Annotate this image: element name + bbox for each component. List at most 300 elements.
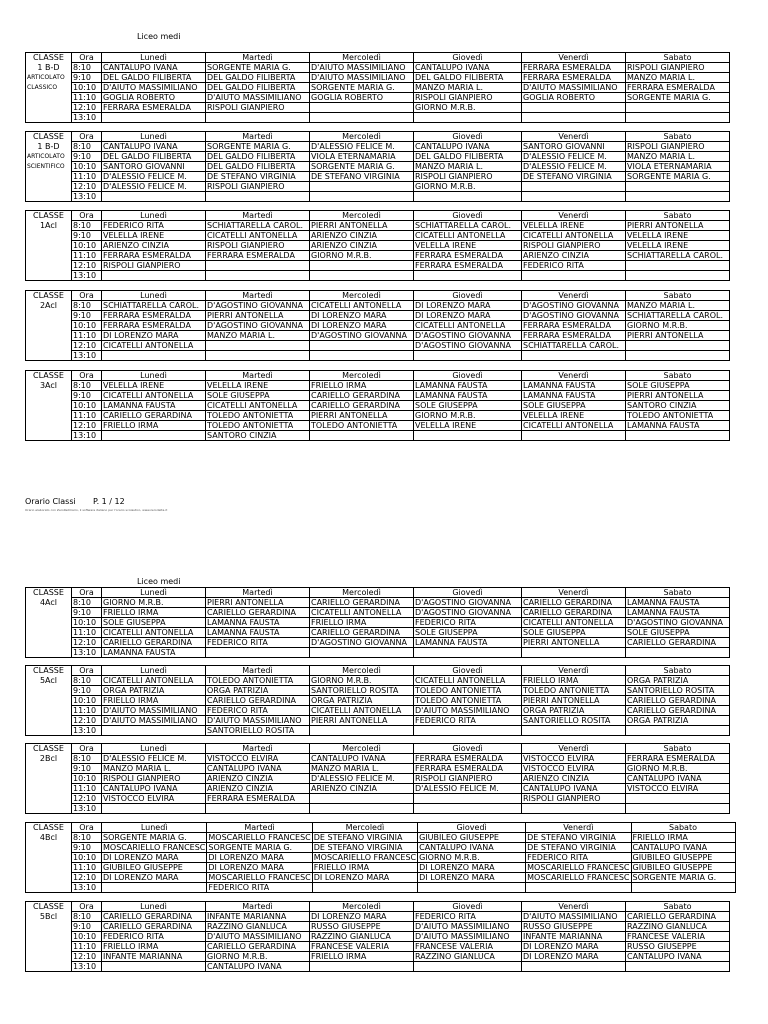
teacher-cell: CICATELLI ANTONELLA <box>206 231 310 241</box>
column-header: Venerdì <box>522 291 626 301</box>
hour-cell: 9:10 <box>72 843 102 853</box>
timetable-0 <box>25 52 730 123</box>
teacher-cell <box>626 804 730 814</box>
hour-cell: 11:10 <box>72 784 102 794</box>
teacher-cell: SCHIATTARELLA CAROL. <box>206 221 310 231</box>
column-header: Mercoledì <box>310 211 414 221</box>
teacher-cell: CANTALUPO IVANA <box>310 754 414 764</box>
teacher-cell: CARIELLO GERARDINA <box>206 608 310 618</box>
footer-note: Orario elaborato con ZeroRelOrario, il software italiano per l'orario scolastico, www.zerodelta.it <box>25 508 168 512</box>
class-label-cell <box>26 932 72 942</box>
teacher-cell: D'ALESSIO FELICE M. <box>102 754 206 764</box>
teacher-cell: D'AIUTO MASSIMILIANO <box>522 83 626 93</box>
column-header: Giovedì <box>414 211 522 221</box>
teacher-cell: CICATELLI ANTONELLA <box>414 231 522 241</box>
teacher-cell: VELELLA IRENE <box>102 231 206 241</box>
teacher-cell: RUSSO GIUSEPPE <box>626 942 730 952</box>
hour-cell: 13:10 <box>72 648 102 658</box>
class-name: 5Acl <box>26 676 72 686</box>
teacher-cell: CARIELLO GERARDINA <box>310 628 414 638</box>
teacher-cell: FERRARA ESMERALDA <box>206 251 310 261</box>
table-row <box>26 311 730 321</box>
teacher-cell: SORGENTE MARIA G. <box>310 83 414 93</box>
class-label-cell <box>26 431 72 441</box>
teacher-cell: D'ALESSIO FELICE M. <box>522 162 626 172</box>
teacher-cell: GOGLIA ROBERTO <box>102 93 206 103</box>
teacher-cell: DE STEFANO VIRGINIA <box>312 843 417 853</box>
hour-cell: 11:10 <box>72 628 102 638</box>
teacher-cell: LAMANNA FAUSTA <box>206 628 310 638</box>
teacher-cell: D'AGOSTINO GIOVANNA <box>414 331 522 341</box>
teacher-cell: CANTALUPO IVANA <box>414 63 522 73</box>
teacher-cell <box>414 962 522 972</box>
class-label-cell <box>26 863 72 873</box>
class-name: 1 B-D <box>26 142 72 152</box>
teacher-cell: D'ALESSIO FELICE M. <box>310 142 414 152</box>
teacher-cell: GOGLIA ROBERTO <box>522 93 626 103</box>
teacher-cell: MANZO MARIA L. <box>626 301 730 311</box>
class-label-cell <box>26 172 72 182</box>
table-row <box>26 883 736 893</box>
class-label-cell <box>26 192 72 202</box>
teacher-cell <box>522 648 626 658</box>
class-label-cell <box>26 648 72 658</box>
teacher-cell: SORGENTE MARIA G. <box>626 172 730 182</box>
teacher-cell: MOSCARIELLO FRANCESC <box>313 853 417 862</box>
table-row <box>26 401 730 411</box>
teacher-cell: LAMANNA FAUSTA <box>522 391 626 401</box>
teacher-cell: FERRARA ESMERALDA <box>102 103 206 113</box>
class-label-cell <box>26 608 72 618</box>
table-row <box>26 251 730 261</box>
teacher-cell: CICATELLI ANTONELLA <box>310 706 414 716</box>
teacher-cell: PIERRI ANTONELLA <box>626 221 730 231</box>
column-header: Mercoledì <box>312 823 417 833</box>
teacher-cell: CICATELLI ANTONELLA <box>102 628 206 638</box>
teacher-cell: FERRARA ESMERALDA <box>522 321 626 331</box>
teacher-cell <box>626 351 730 361</box>
teacher-cell: DI LORENZO MARA <box>310 311 414 321</box>
table-row <box>26 152 730 162</box>
class-label-cell <box>26 182 72 192</box>
column-header: Martedì <box>206 211 310 221</box>
table-row <box>26 686 730 696</box>
teacher-cell: GIORNO M.R.B. <box>626 764 730 774</box>
teacher-cell: TOLEDO ANTONIETTA <box>310 421 414 431</box>
teacher-cell: MANZO MARIA L. <box>414 162 522 172</box>
teacher-cell: INFANTE MARIANNA <box>522 932 626 942</box>
teacher-cell: SOLE GIUSEPPA <box>522 401 626 411</box>
table-row <box>26 83 730 93</box>
class-label-cell <box>26 421 72 431</box>
teacher-cell: CARIELLO GERARDINA <box>626 912 730 922</box>
teacher-cell: RAZZINO GIANLUCA <box>626 922 730 932</box>
table-row <box>26 952 730 962</box>
table-row <box>26 716 730 726</box>
teacher-cell: SANTORIELLO ROSITA <box>206 726 310 736</box>
teacher-cell: RISPOLI GIANPIERO <box>206 103 310 113</box>
teacher-cell: DEL GALDO FILIBERTA <box>206 162 310 172</box>
table-row <box>26 103 730 113</box>
teacher-cell: DI LORENZO MARA <box>522 942 626 952</box>
hour-cell: 11:10 <box>72 331 102 341</box>
table-row <box>26 863 736 873</box>
teacher-cell <box>522 431 626 441</box>
hour-cell: 8:10 <box>72 833 102 843</box>
teacher-cell: VISTOCCO ELVIRA <box>626 784 730 794</box>
column-header: Ora <box>72 823 102 833</box>
column-header: Mercoledì <box>310 291 414 301</box>
teacher-cell: PIERRI ANTONELLA <box>522 696 626 706</box>
teacher-cell: ARIENZO CINZIA <box>206 774 310 784</box>
teacher-cell: D'ALESSIO FELICE M. <box>522 152 626 162</box>
hour-cell: 10:10 <box>72 321 102 331</box>
teacher-cell: FRIELLO IRMA <box>102 608 206 618</box>
footer-label: Orario Classi <box>25 497 76 506</box>
classe-label: CLASSE <box>26 823 72 833</box>
teacher-cell: MANZO MARIA L. <box>102 764 206 774</box>
table-row <box>26 421 730 431</box>
column-header: Lunedì <box>102 588 206 598</box>
hour-cell: 10:10 <box>72 241 102 251</box>
teacher-cell: ORGA PATRIZIA <box>522 706 626 716</box>
class-label-cell <box>26 696 72 706</box>
teacher-cell: D'AGOSTINO GIOVANNA <box>414 598 522 608</box>
teacher-cell: D'AIUTO MASSIMILIANO <box>414 932 522 942</box>
teacher-cell: ORGA PATRIZIA <box>310 696 414 706</box>
teacher-cell: LAMANNA FAUSTA <box>626 608 730 618</box>
teacher-cell: VISTOCCO ELVIRA <box>522 764 626 774</box>
teacher-cell: GIORNO M.R.B. <box>414 411 522 421</box>
hour-cell: 10:10 <box>72 932 102 942</box>
class-label-cell <box>26 241 72 251</box>
teacher-cell: RISPOLI GIANPIERO <box>626 142 730 152</box>
teacher-cell: D'AIUTO MASSIMILIANO <box>414 706 522 716</box>
teacher-cell: CICATELLI ANTONELLA <box>414 676 522 686</box>
teacher-cell: LAMANNA FAUSTA <box>414 638 522 648</box>
hour-cell: 8:10 <box>72 754 102 764</box>
teacher-cell <box>626 341 730 351</box>
teacher-cell <box>310 804 414 814</box>
teacher-cell: CARIELLO GERARDINA <box>626 696 730 706</box>
header-row <box>26 132 730 142</box>
teacher-cell: VELELLA IRENE <box>414 241 522 251</box>
table-row <box>26 341 730 351</box>
column-header: Mercoledì <box>310 53 414 63</box>
teacher-cell: DI LORENZO MARA <box>310 912 414 922</box>
table-row <box>26 241 730 251</box>
teacher-cell: DI LORENZO MARA <box>310 321 414 331</box>
hour-cell: 11:10 <box>72 411 102 421</box>
column-header: Sabato <box>626 588 730 598</box>
table-row <box>26 833 736 843</box>
teacher-cell: FERRARA ESMERALDA <box>102 251 206 261</box>
teacher-cell: FERRARA ESMERALDA <box>206 794 310 804</box>
column-header: Martedì <box>206 371 310 381</box>
teacher-cell: CARIELLO GERARDINA <box>310 598 414 608</box>
teacher-cell <box>414 192 522 202</box>
class-label-cell <box>26 411 72 421</box>
teacher-cell: LAMANNA FAUSTA <box>522 381 626 391</box>
teacher-cell: D'AGOSTINO GIOVANNA <box>626 618 730 628</box>
teacher-cell: D'AGOSTINO GIOVANNA <box>522 311 626 321</box>
teacher-cell <box>206 261 310 271</box>
teacher-cell: PIERRI ANTONELLA <box>626 391 730 401</box>
hour-cell: 13:10 <box>72 351 102 361</box>
hour-cell: 8:10 <box>72 676 102 686</box>
teacher-cell: DE STEFANO VIRGINIA <box>312 833 417 843</box>
teacher-cell <box>310 182 414 192</box>
teacher-cell: CICATELLI ANTONELLA <box>206 401 310 411</box>
teacher-cell: FRIELLO IRMA <box>310 952 414 962</box>
teacher-cell: CANTALUPO IVANA <box>522 784 626 794</box>
class-name: 1Acl <box>26 221 72 231</box>
timetable-2 <box>25 210 730 281</box>
teacher-cell <box>522 182 626 192</box>
column-header: Giovedì <box>414 666 522 676</box>
column-header: Ora <box>72 371 102 381</box>
teacher-cell: VISTOCCO ELVIRA <box>102 794 206 804</box>
class-label-cell <box>26 922 72 932</box>
teacher-cell: MANZO MARIA L. <box>626 152 730 162</box>
teacher-cell: VISTOCCO ELVIRA <box>206 754 310 764</box>
class-label-cell <box>26 764 72 774</box>
teacher-cell: SORGENTE MARIA G. <box>626 93 730 103</box>
class-label-cell <box>26 401 72 411</box>
teacher-cell: GIORNO M.R.B. <box>626 321 730 331</box>
teacher-cell: FRANCESE VALERIA <box>310 942 414 952</box>
teacher-cell <box>310 962 414 972</box>
column-header: Mercoledì <box>310 666 414 676</box>
header-row <box>26 902 730 912</box>
table-row <box>26 754 730 764</box>
column-header: Martedì <box>206 902 310 912</box>
teacher-cell: RISPOLI GIANPIERO <box>522 241 626 251</box>
teacher-cell: LAMANNA FAUSTA <box>626 598 730 608</box>
hour-cell: 13:10 <box>72 113 102 123</box>
teacher-cell: FERRARA ESMERALDA <box>626 83 730 93</box>
teacher-cell: CARIELLO GERARDINA <box>626 638 730 648</box>
teacher-cell: CARIELLO GERARDINA <box>102 912 206 922</box>
column-header: Sabato <box>626 291 730 301</box>
class-label-cell <box>26 231 72 241</box>
teacher-cell <box>206 648 310 658</box>
teacher-cell: FEDERICO RITA <box>414 912 522 922</box>
teacher-cell: SANTORO CINZIA <box>206 431 310 441</box>
column-header: Lunedì <box>102 132 206 142</box>
column-header: Mercoledì <box>310 744 414 754</box>
table-row <box>26 331 730 341</box>
teacher-cell: MANZO MARIA L. <box>310 764 414 774</box>
teacher-cell: FRIELLO IRMA <box>102 696 206 706</box>
hour-cell: 9:10 <box>72 686 102 696</box>
teacher-cell <box>310 261 414 271</box>
teacher-cell: D'AGOSTINO GIOVANNA <box>310 331 414 341</box>
class-name: 5Bcl <box>26 912 72 922</box>
teacher-cell: SCHIATTARELLA CAROL. <box>414 221 522 231</box>
teacher-cell: PIERRI ANTONELLA <box>310 716 414 726</box>
teacher-cell: FEDERICO RITA <box>206 638 310 648</box>
teacher-cell: SANTORO CINZIA <box>626 401 730 411</box>
teacher-cell: CICATELLI ANTONELLA <box>102 391 206 401</box>
column-header: Venerdì <box>522 744 626 754</box>
footer-page-number: P. 1 / 12 <box>93 497 125 506</box>
teacher-cell: MANZO MARIA L. <box>626 73 730 83</box>
table-row <box>26 598 730 608</box>
timetable-9 <box>25 901 730 972</box>
teacher-cell: FEDERICO RITA <box>102 221 206 231</box>
teacher-cell: SOLE GIUSEPPA <box>626 628 730 638</box>
teacher-cell: FERRARA ESMERALDA <box>522 331 626 341</box>
timetable-3 <box>25 290 730 361</box>
teacher-cell: RISPOLI GIANPIERO <box>206 182 310 192</box>
teacher-cell: CICATELLI ANTONELLA <box>102 341 206 351</box>
hour-cell: 10:10 <box>72 853 102 863</box>
teacher-cell: FERRARA ESMERALDA <box>522 63 626 73</box>
table-row <box>26 162 730 172</box>
class-label-cell <box>26 686 72 696</box>
table-row <box>26 271 730 281</box>
teacher-cell: CICATELLI ANTONELLA <box>310 301 414 311</box>
class-label-cell <box>26 843 72 853</box>
column-header: Mercoledì <box>310 132 414 142</box>
header-row <box>26 666 730 676</box>
teacher-cell: FEDERICO RITA <box>102 932 206 942</box>
column-header: Sabato <box>626 744 730 754</box>
teacher-cell: FEDERICO RITA <box>207 883 312 893</box>
header-row <box>26 371 730 381</box>
timetable-8 <box>25 822 736 893</box>
teacher-cell: SOLE GIUSEPPA <box>414 628 522 638</box>
teacher-cell <box>522 962 626 972</box>
classe-label: CLASSE <box>26 211 72 221</box>
teacher-cell <box>310 271 414 281</box>
teacher-cell <box>310 103 414 113</box>
column-header: Giovedì <box>414 291 522 301</box>
class-label-cell <box>26 341 72 351</box>
table-row <box>26 73 730 83</box>
teacher-cell <box>414 648 522 658</box>
table-row <box>26 804 730 814</box>
teacher-cell <box>626 271 730 281</box>
teacher-cell: FERRARA ESMERALDA <box>522 73 626 83</box>
hour-cell: 10:10 <box>72 696 102 706</box>
teacher-cell: CICATELLI ANTONELLA <box>102 676 206 686</box>
hour-cell: 11:10 <box>72 251 102 261</box>
column-header: Sabato <box>626 902 730 912</box>
header-row <box>26 291 730 301</box>
column-header: Ora <box>72 291 102 301</box>
class-name: 2Acl <box>26 301 72 311</box>
teacher-cell: ARIENZO CINZIA <box>102 241 206 251</box>
teacher-cell: DEL GALDO FILIBERTA <box>102 152 206 162</box>
column-header: Sabato <box>626 371 730 381</box>
teacher-cell: GIORNO M.R.B. <box>310 676 414 686</box>
teacher-cell: LAMANNA FAUSTA <box>414 381 522 391</box>
teacher-cell: SORGENTE MARIA G. <box>631 873 735 883</box>
column-header: Martedì <box>206 53 310 63</box>
header-row <box>26 744 730 754</box>
teacher-cell <box>522 103 626 113</box>
teacher-cell: RISPOLI GIANPIERO <box>414 172 522 182</box>
teacher-cell: DI LORENZO MARA <box>102 853 207 863</box>
classe-label: CLASSE <box>26 744 72 754</box>
teacher-cell <box>526 883 631 893</box>
table-row <box>26 301 730 311</box>
table-row <box>26 853 736 863</box>
teacher-cell: RUSSO GIUSEPPE <box>310 922 414 932</box>
teacher-cell: GIUBILEO GIUSEPPE <box>418 833 526 843</box>
teacher-cell <box>102 804 206 814</box>
teacher-cell <box>631 883 735 893</box>
teacher-cell: RUSSO GIUSEPPE <box>522 922 626 932</box>
timetable-5 <box>25 587 730 658</box>
column-header: Giovedì <box>414 132 522 142</box>
teacher-cell: GIORNO M.R.B. <box>414 103 522 113</box>
teacher-cell: FRIELLO IRMA <box>631 833 735 843</box>
teacher-cell: D'AGOSTINO GIOVANNA <box>414 341 522 351</box>
page-title-top: Liceo medi <box>137 32 181 41</box>
class-name: 3Acl <box>26 381 72 391</box>
page-title-second: Liceo medi <box>137 577 181 586</box>
hour-cell: 12:10 <box>72 794 102 804</box>
teacher-cell: RAZZINO GIANLUCA <box>414 952 522 962</box>
teacher-cell: D'AIUTO MASSIMILIANO <box>102 83 206 93</box>
teacher-cell <box>310 726 414 736</box>
table-row <box>26 231 730 241</box>
hour-cell: 9:10 <box>72 152 102 162</box>
teacher-cell: CANTALUPO IVANA <box>418 843 526 853</box>
column-header: Giovedì <box>414 53 522 63</box>
classe-label: CLASSE <box>26 53 72 63</box>
teacher-cell <box>418 883 526 893</box>
hour-cell: 12:10 <box>72 261 102 271</box>
teacher-cell: ORGA PATRIZIA <box>626 676 730 686</box>
table-row <box>26 411 730 421</box>
teacher-cell: CARIELLO GERARDINA <box>206 942 310 952</box>
classe-label: CLASSE <box>26 588 72 598</box>
teacher-cell: RISPOLI GIANPIERO <box>414 774 522 784</box>
teacher-cell: VELELLA IRENE <box>522 221 626 231</box>
teacher-cell: PIERRI ANTONELLA <box>310 411 414 421</box>
teacher-cell: CICATELLI ANTONELLA <box>522 618 626 628</box>
column-header: Ora <box>72 211 102 221</box>
hour-cell: 13:10 <box>72 431 102 441</box>
column-header: Venerdì <box>522 902 626 912</box>
teacher-cell <box>522 192 626 202</box>
teacher-cell: FRIELLO IRMA <box>312 863 417 873</box>
teacher-cell: DEL GALDO FILIBERTA <box>102 73 206 83</box>
teacher-cell <box>102 113 206 123</box>
column-header: Lunedì <box>102 823 207 833</box>
hour-cell: 11:10 <box>72 863 102 873</box>
teacher-cell <box>102 431 206 441</box>
teacher-cell: TOLEDO ANTONIETTA <box>626 411 730 421</box>
column-header: Venerdì <box>522 666 626 676</box>
hour-cell: 11:10 <box>72 706 102 716</box>
column-header: Mercoledì <box>310 902 414 912</box>
teacher-cell: PIERRI ANTONELLA <box>206 598 310 608</box>
teacher-cell: ARIENZO CINZIA <box>522 774 626 784</box>
class-label-cell <box>26 804 72 814</box>
teacher-cell: SOLE GIUSEPPA <box>626 381 730 391</box>
teacher-cell: CARIELLO GERARDINA <box>102 638 206 648</box>
teacher-cell <box>414 113 522 123</box>
teacher-cell <box>414 271 522 281</box>
column-header: Venerdì <box>522 588 626 598</box>
teacher-cell: CARIELLO GERARDINA <box>522 598 626 608</box>
teacher-cell <box>626 962 730 972</box>
